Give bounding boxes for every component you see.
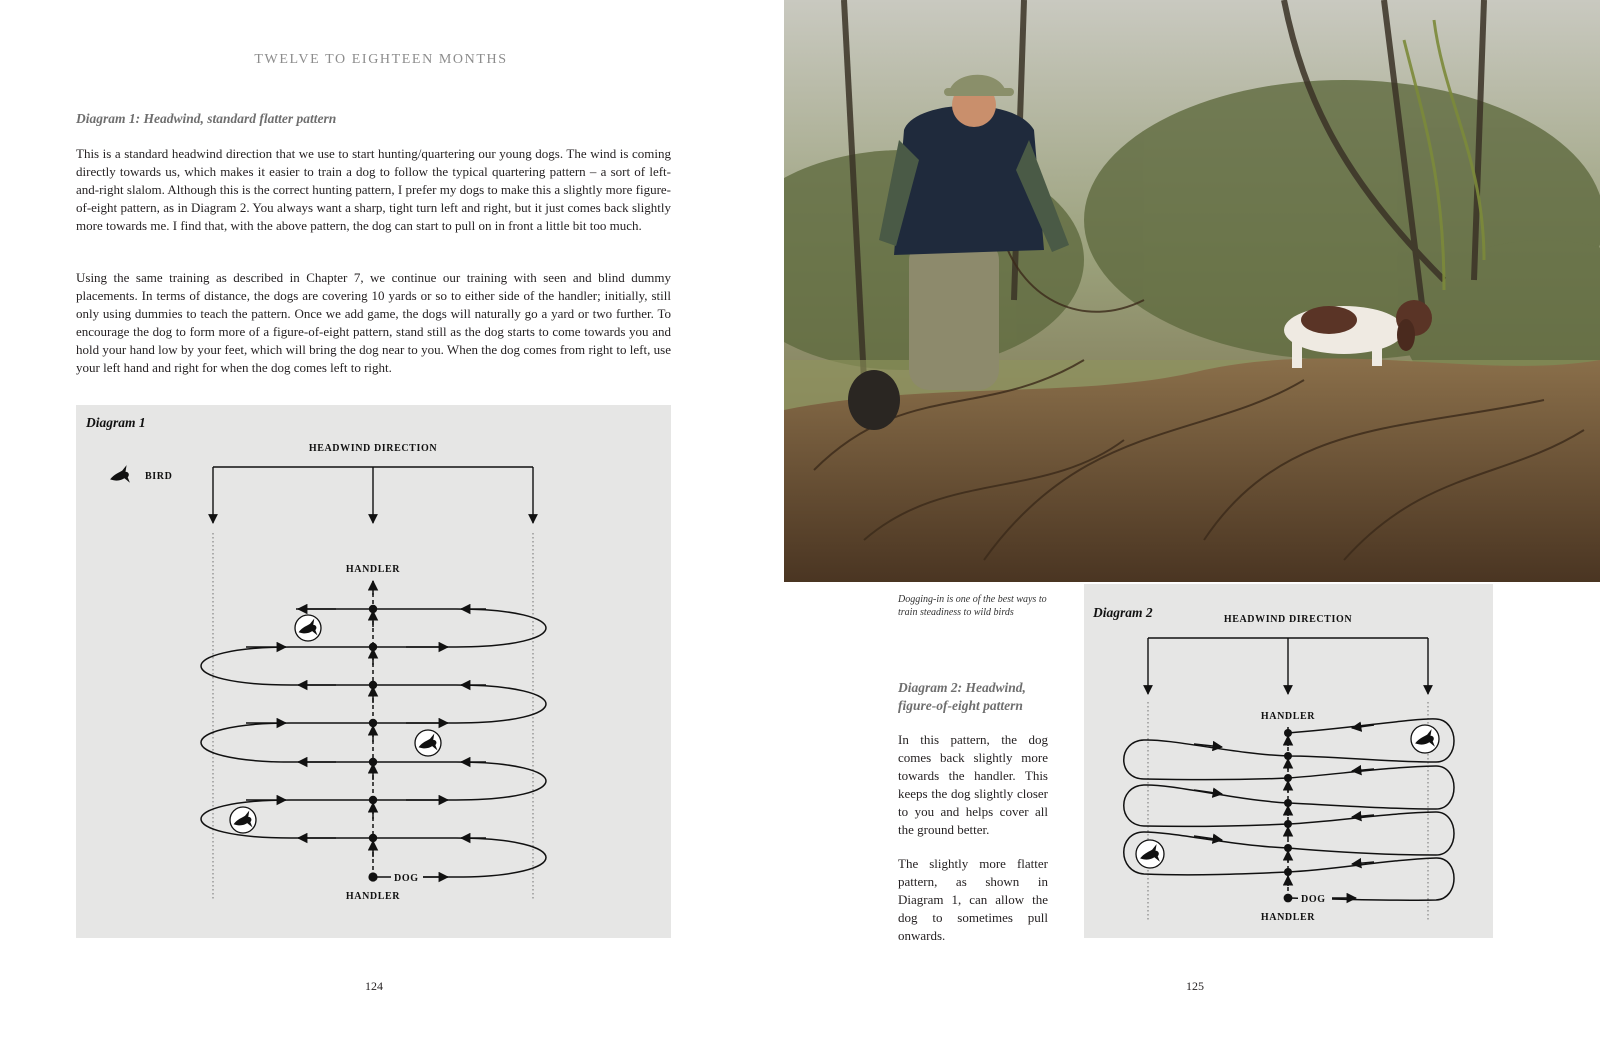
diagram-1-handler-top-label: HANDLER bbox=[345, 564, 401, 575]
diagram-1-wind-arrows bbox=[213, 467, 533, 523]
diagram-2-svg bbox=[1084, 584, 1493, 938]
photo-handler-and-spaniel bbox=[784, 0, 1600, 582]
page-number-left: 124 bbox=[365, 979, 383, 993]
diagram-2-title: Diagram 2 bbox=[1093, 605, 1153, 620]
left-paragraph-1: This is a standard headwind direction that we use to start hunting/quartering our young dogs. The wind is coming directly towards us, which makes it easier to train a dog to follow the typical quartering pattern – a sort of left-and-right slalom. Although this is the correct hunting pattern, I prefer my dogs to make this a slightly more figure-of-eight pattern, as in Diagram 2. You always want a sharp, tight turn left and right, but it just comes back slightly more towards me. I find that, with the above pattern, the dog can start to pull on in front a little bit too much. bbox=[76, 146, 671, 233]
diagram-2-bird-icon bbox=[1411, 725, 1439, 753]
diagram-2-subheading: Diagram 2: Headwind, figure-of-eight pattern bbox=[898, 680, 1026, 713]
diagram-1-direction-arrows bbox=[246, 609, 486, 877]
photo-caption: Dogging-in is one of the best ways to train steadiness to wild birds bbox=[898, 594, 1047, 618]
diagram-1-bird-icon bbox=[295, 615, 321, 641]
diagram-2-headwind-label: HEADWIND DIRECTION bbox=[1223, 614, 1353, 625]
diagram-1-svg bbox=[76, 405, 671, 938]
diagram-1-subheading: Diagram 1: Headwind, standard flatter pattern bbox=[76, 111, 337, 126]
bird-legend-label: BIRD bbox=[145, 471, 173, 482]
dark-dog-figure bbox=[848, 370, 900, 430]
right-paragraph-1: In this pattern, the dog comes back slightly more towards the handler. This keeps the dog slightly closer to you and helps cover all the ground better. bbox=[898, 732, 1048, 837]
page-number-right: 125 bbox=[1186, 979, 1204, 993]
diagram-1-bird-icon bbox=[415, 730, 441, 756]
left-paragraph-2: Using the same training as described in Chapter 7, we continue our training with seen and blind dummy placements. In terms of distance, the dogs are covering 10 yards or so to either side of the handler; initially, still only using dummies to teach the pattern. Once we add game, the dogs will naturally go a yard or two further. To encourage the dog to form more of a figure-of-eight pattern, stand still as the dog starts to come towards you and hold your hand low by your feet, which will bring the dog near to you. When the dog comes from right to left, use your left hand and right for when the dog comes left to right. bbox=[76, 270, 671, 375]
diagram-2 bbox=[1084, 584, 1493, 938]
right-paragraph-2: The slightly more flatter pattern, as shown in Diagram 1, can allow the dog to sometimes pull onwards. bbox=[898, 856, 1048, 943]
diagram-1-handler-bottom-label: HANDLER bbox=[345, 891, 401, 902]
bird-legend-icon bbox=[110, 465, 130, 483]
diagram-1-headwind-label: HEADWIND DIRECTION bbox=[308, 443, 438, 454]
photo-illustration bbox=[784, 0, 1600, 582]
diagram-1-dog-label: DOG bbox=[394, 873, 419, 884]
diagram-1-title: Diagram 1 bbox=[86, 415, 146, 430]
diagram-2-handler-bottom-label: HANDLER bbox=[1260, 912, 1316, 923]
diagram-2-wind-arrows bbox=[1148, 638, 1428, 694]
diagram-2-handler-top-label: HANDLER bbox=[1260, 711, 1316, 722]
running-head: TWELVE TO EIGHTEEN MONTHS bbox=[254, 52, 508, 67]
diagram-1-bird-icon bbox=[230, 807, 256, 833]
diagram-2-dog-label: DOG bbox=[1301, 894, 1326, 905]
diagram-2-bird-icon bbox=[1136, 840, 1164, 868]
diagram-1 bbox=[76, 405, 671, 938]
